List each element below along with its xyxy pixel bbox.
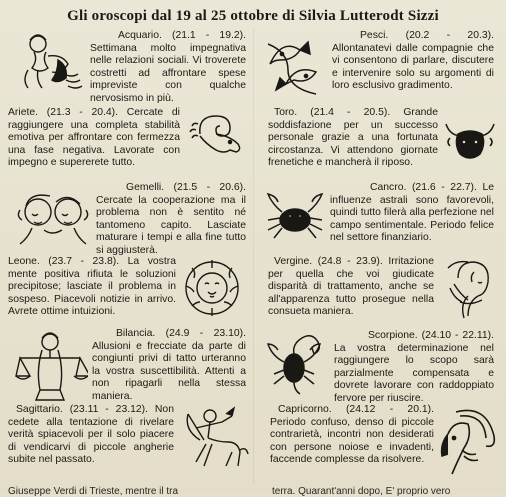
next-article-fragment-left: Giuseppe Verdi di Trieste, mentre il tra bbox=[8, 486, 179, 497]
column-divider bbox=[253, 28, 254, 484]
aries-icon bbox=[186, 112, 248, 156]
horoscope-cancer: Cancro. (21.6 - 22.7). Le influenze astrali sono favorevoli, quindi tutto filerà alla perfezione nel campo sentimentale. Periodo felice nel settore finanziario. bbox=[330, 182, 494, 244]
capricorn-icon bbox=[434, 404, 504, 476]
horoscope-capricorn: Capricorno. (24.12 - 20.1). Periodo confuso, denso di piccole contrarietà, incontri non desiderati con persone noiose e invadenti, faccende complesse da risolvere. bbox=[270, 404, 434, 466]
horoscope-pisces: Pesci. (20.2 - 20.3). Allontanatevi dalle compagnie che vi consentono di parlare, discutere e intervenire solo su argomenti di loro esclusivo gradimento. bbox=[332, 30, 494, 92]
horoscope-gemini: Gemelli. (21.5 - 20.6). Cercate la cooperazione ma il problema non è sentito né tantomeno capito. Lasciate maturare i tempi e alla fine tutto si aggiusterà. bbox=[96, 182, 246, 256]
taurus-icon bbox=[440, 118, 500, 164]
horoscope-sagittarius: Sagittario. (23.11 - 23.12). Non cedete alla tentazione di rivelare verità spiacevoli per il solo piacere di vendicarvi di piccole angherie subite nel passato. bbox=[8, 404, 174, 466]
horoscope-leo: Leone. (23.7 - 23.8). La vostra mente positiva rifiuta le soluzioni precipitose; lasciate il problema in sospeso. Piacevoli notizie in arrivo. Avrete ottime intuizioni. bbox=[8, 256, 176, 318]
horoscope-libra: Bilancia. (24.9 - 23.10). Allusioni e frecciate da parte di congiunti privi di tatto urteranno la vostra suscettibilità. Attenti a non ripagarli nella stessa maniera. bbox=[92, 328, 246, 402]
leo-icon bbox=[178, 256, 246, 320]
page-title: Gli oroscopi dal 19 al 25 ottobre di Silvia Lutterodt Sizzi bbox=[67, 8, 439, 24]
horoscope-taurus: Toro. (21.4 - 20.5). Grande soddisfazione per un successo personale grazie a una fortunata circostanza. Vi attendono giornate frenetiche e mancherà il riposo. bbox=[268, 107, 438, 169]
next-article-fragment-right: terra. Quarant'anni dopo, E' proprio vero bbox=[272, 486, 451, 497]
cancer-icon bbox=[262, 188, 328, 244]
gemini-icon bbox=[14, 188, 94, 250]
horoscope-aquarius: Acquario. (21.1 - 19.2). Settimana molto impegnativa nelle relazioni sociali. Vi troverete costretti ad affrontare spese impreviste con qualche nervosismo in più. bbox=[90, 30, 246, 104]
aquarius-icon bbox=[8, 30, 88, 90]
virgo-icon bbox=[438, 258, 500, 322]
scorpio-icon bbox=[264, 330, 330, 396]
horoscope-scorpio: Scorpione. (24.10 - 22.11). La vostra determinazione nel raggiungere lo scopo sarà parzialmente compensata e dovrete lavorare con raddoppiato fervore per riuscire. bbox=[334, 330, 494, 404]
pisces-icon bbox=[262, 34, 330, 98]
libra-icon bbox=[12, 330, 88, 402]
horoscope-aries: Ariete. (21.3 - 20.4). Cercate di raggiungere una completa stabilità emotiva per affrontare con fermezza una fase negativa. Lavorate con impegno e supererete tutto. bbox=[8, 107, 180, 169]
sagittarius-icon bbox=[176, 404, 250, 470]
horoscope-virgo: Vergine. (24.8 - 23.9). Irritazione per quella che voi giudicate disparità di trattamento, anche se all'apparenza tutto prosegue nella consueta maniera. bbox=[268, 256, 434, 318]
